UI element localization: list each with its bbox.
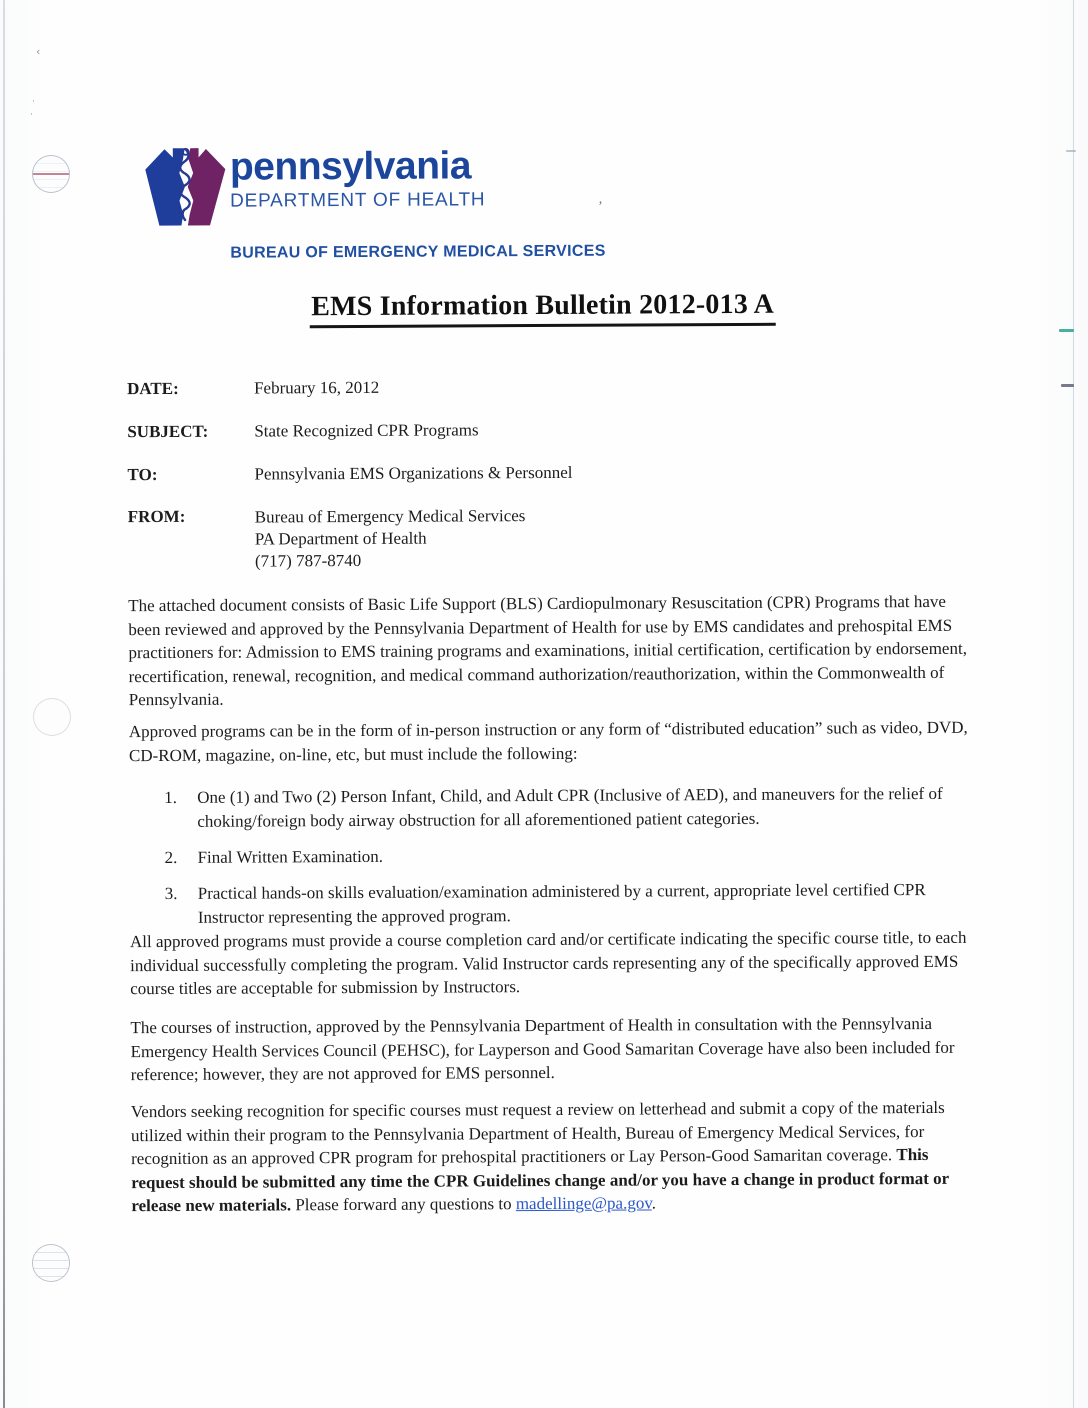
meta-value-date: February 16, 2012 <box>254 377 380 398</box>
brand-department: DEPARTMENT OF HEALTH <box>230 189 486 212</box>
list-item-number: 3. <box>164 883 178 903</box>
brand-name: pennsylvania <box>229 144 472 189</box>
meta-label-to: TO: <box>127 465 158 485</box>
meta-value-subject: State Recognized CPR Programs <box>254 420 479 441</box>
list-item-text: Final Written Examination. <box>197 846 384 867</box>
scan-speck: ’ <box>598 199 603 215</box>
scan-speck: ‹ <box>36 45 41 58</box>
meta-row-from <box>128 503 888 573</box>
bulletin-title: EMS Information Bulletin 2012-013 A <box>309 289 776 328</box>
vendors-text: Vendors seeking recognition for specific courses must request a review on letterhead and submit a copy of the materials utilized within their program to the Pennsylvania Department of Health, Bureau of Emergency Medical Services, for recognition as an approved CPR program for prehospital practitioners or Lay Person-Good Samaritan coverage. <box>130 1097 945 1169</box>
meta-row-to <box>127 461 887 485</box>
scan-speck: · <box>32 97 35 107</box>
list-item-number: 2. <box>164 847 178 867</box>
pa-keystone-caduceus-icon <box>138 140 230 234</box>
paragraph-pehsc: The courses of instruction, approved by the Pennsylvania Department of Health in consultation with the Pennsylvania Emergency Health Services Council (PEHSC), for Layperson and Good Samaritan Coverage have also been included for reference; however, they are not approved for EMS personnel. <box>130 1013 955 1085</box>
sentence-period: . <box>651 1193 656 1213</box>
bureau-line: BUREAU OF EMERGENCY MEDICAL SERVICES <box>230 242 606 262</box>
brand-block <box>230 146 486 212</box>
list-item-text: One (1) and Two (2) Person Infant, Child, and Adult CPR (Inclusive of AED), and maneuvers for the relief of choking/foreign body airway obstruction for all aforementioned patient categories. <box>197 783 943 831</box>
meta-label-from: FROM: <box>127 506 186 527</box>
paragraph-approved-programs: Approved programs can be in the form of in-person instruction or any form of “distributed education” such as video, DVD, CD-ROM, magazine, on-line, etc, but must include the following: <box>128 717 968 765</box>
paragraph-completion-cards: All approved programs must provide a course completion card and/or certificate indicating the specific course title, to each individual successfully completing the program. Valid Instructor cards representing any of the specifically approved EMS course titles are acceptable for submission by Instructors. <box>129 927 967 999</box>
from-line-3: (717) 787-8740 <box>254 550 362 571</box>
vendors-text-2: Please forward any questions to <box>291 1194 516 1215</box>
meta-row-date <box>127 375 887 399</box>
list-item <box>129 842 949 870</box>
scan-speck: · <box>30 110 33 120</box>
meta-label-date: DATE: <box>127 378 179 399</box>
title-row <box>0 287 1087 330</box>
paragraph-intro: The attached document consists of Basic Life Support (BLS) Cardiopulmonary Resuscitation (CPR) Programs that have been reviewed and approved by the Pennsylvania Department of Health for use by EMS candidates and prehospital EMS practitioners for: Admission to EMS training programs and examinations, initial certification, certification by endorsement, recertification, renewal, recognition, and medical command authorization/reauthorization, within the Commonwealth of Pennsylvania. <box>128 591 967 710</box>
meta-label-subject: SUBJECT: <box>127 421 209 442</box>
from-line-2: PA Department of Health <box>254 528 427 549</box>
paragraph-vendors <box>131 1096 977 1218</box>
meta-value-to: Pennsylvania EMS Organizations & Personnel <box>254 462 573 484</box>
list-item-text: Practical hands-on skills evaluation/examination administered by a current, appropriate level certified CPR Instructor representing the approved program. <box>197 880 926 927</box>
meta-row-subject <box>127 418 887 442</box>
meta-value-from <box>255 505 526 572</box>
list-item <box>130 878 950 930</box>
requirements-list <box>129 782 950 942</box>
list-item-number: 1. <box>164 787 178 807</box>
from-line-1: Bureau of Emergency Medical Services <box>254 506 526 527</box>
vendors-bold-text: This request should be submitted any time the CPR Guidelines change and/or you have a change in product format or release new materials. <box>131 1144 949 1216</box>
list-item <box>129 782 949 834</box>
contact-email-link[interactable]: madellinge@pa.gov <box>515 1193 652 1214</box>
